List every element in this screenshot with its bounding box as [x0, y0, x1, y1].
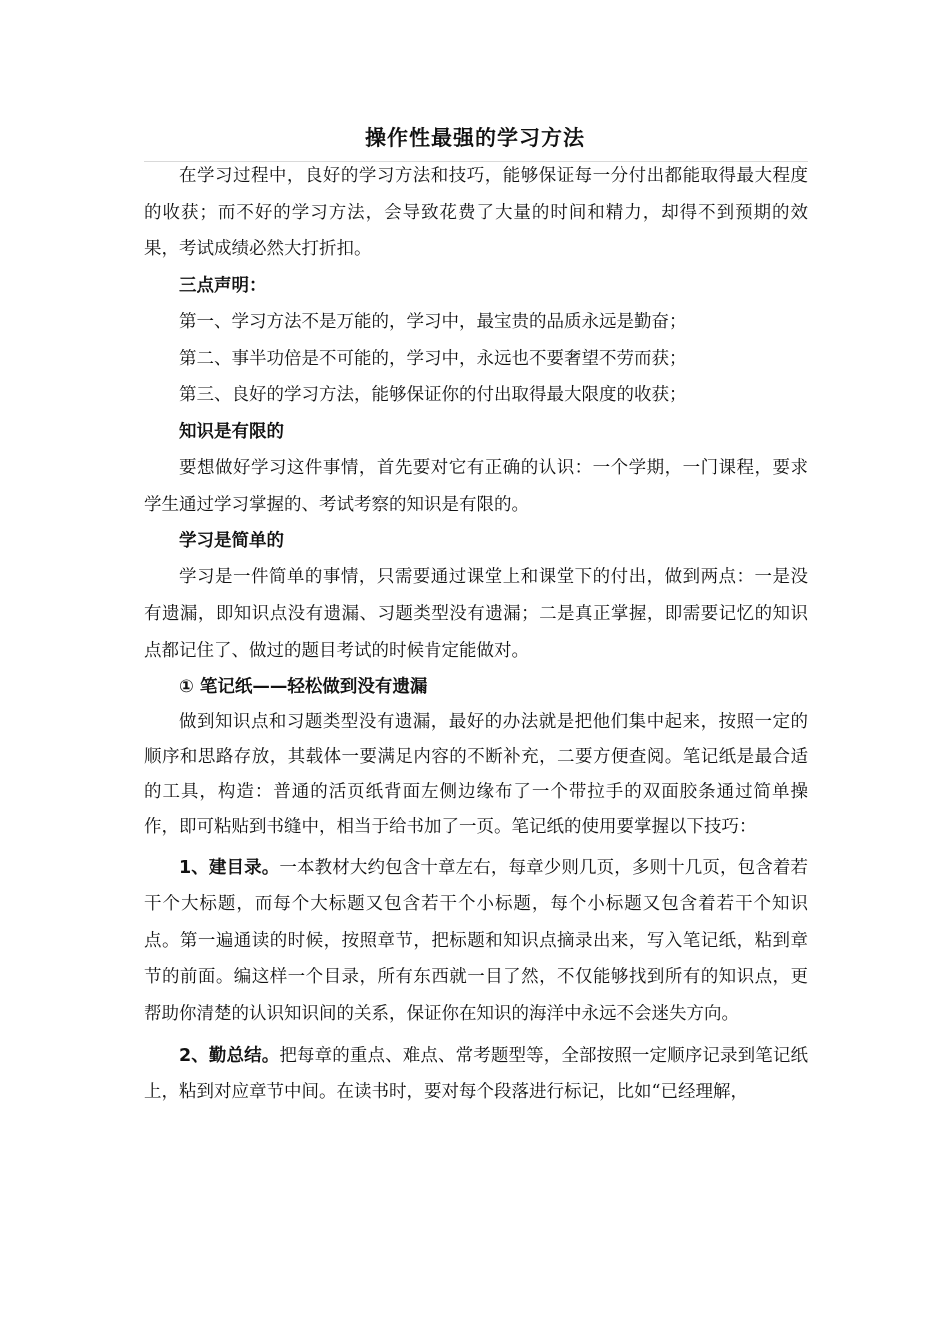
tip-lead-2: 2、勤总结。 [179, 1045, 280, 1066]
section-heading-simple: 学习是简单的 [179, 531, 284, 552]
declaration-item-2: 第二、事半功倍是不可能的，学习中，永远也不要奢望不劳而获； [179, 348, 687, 369]
declaration-item-1: 第一、学习方法不是万能的，学习中，最宝贵的品质永远是勤奋； [179, 311, 687, 332]
intro-paragraph: 在学习过程中，良好的学习方法和技巧，能够保证每一分付出都能取得最大程度的收获；而不好的学习方法，会导致花费了大量的时间和精力，却得不到预期的效果，考试成绩必然大打折扣。 [144, 166, 808, 260]
section-heading-notes: ① 笔记纸——轻松做到没有遗漏 [179, 677, 428, 698]
declaration-item-3: 第三、良好的学习方法，能够保证你的付出取得最大限度的收获； [179, 385, 687, 406]
section-text-simple: 学习是一件简单的事情，只需要通过课堂上和课堂下的付出，做到两点：一是没有遗漏，即知识点没有遗漏、习题类型没有遗漏；二是真正掌握，即需要记忆的知识点都记住了、做过的题目考试的时候肯定能做对。 [144, 567, 808, 661]
document-body [144, 158, 808, 1111]
tip-text-1: 一本教材大约包含十章左右，每章少则几页，多则十几页，包含着若干个大标题，而每个大标题又包含若干个小标题，每个小标题又包含着若干个知识点。第一遍通读的时候，按照章节，把标题和知识点摘录出来，写入笔记纸，粘到章节的前面。编这样一个目录，所有东西就一目了然，不仅能够找到所有的知识点，更帮助你清楚的认识知识间的关系，保证你在知识的海洋中永远不会迷失方向。 [144, 857, 808, 1024]
tip-paragraph-1 [144, 850, 808, 1033]
document-title: 操作性最强的学习方法 [365, 126, 585, 150]
section-heading-limited: 知识是有限的 [179, 421, 284, 442]
tip-paragraph-2 [144, 1038, 808, 1111]
section-text-limited: 要想做好学习这件事情，首先要对它有正确的认识：一个学期，一门课程，要求学生通过学习掌握的、考试考察的知识是有限的。 [144, 457, 808, 515]
tip-text-2: 把每章的重点、难点、常考题型等，全部按照一定顺序记录到笔记纸上，粘到对应章节中间。在读书时，要对每个段落进行标记，比如“已经理解， [144, 1045, 808, 1103]
tip-lead-1: 1、建目录。 [179, 857, 280, 878]
section-text-notes: 做到知识点和习题类型没有遗漏，最好的办法就是把他们集中起来，按照一定的顺序和思路存放，其载体一要满足内容的不断补充，二要方便查阅。笔记纸是最合适的工具，构造：普通的活页纸背面左侧边缘布了一个带拉手的双面胶条通过简单操作，即可粘贴到书缝中，相当于给书加了一页。笔记纸的使用要掌握以下技巧： [144, 712, 808, 837]
declaration-heading: 三点声明： [179, 275, 267, 296]
